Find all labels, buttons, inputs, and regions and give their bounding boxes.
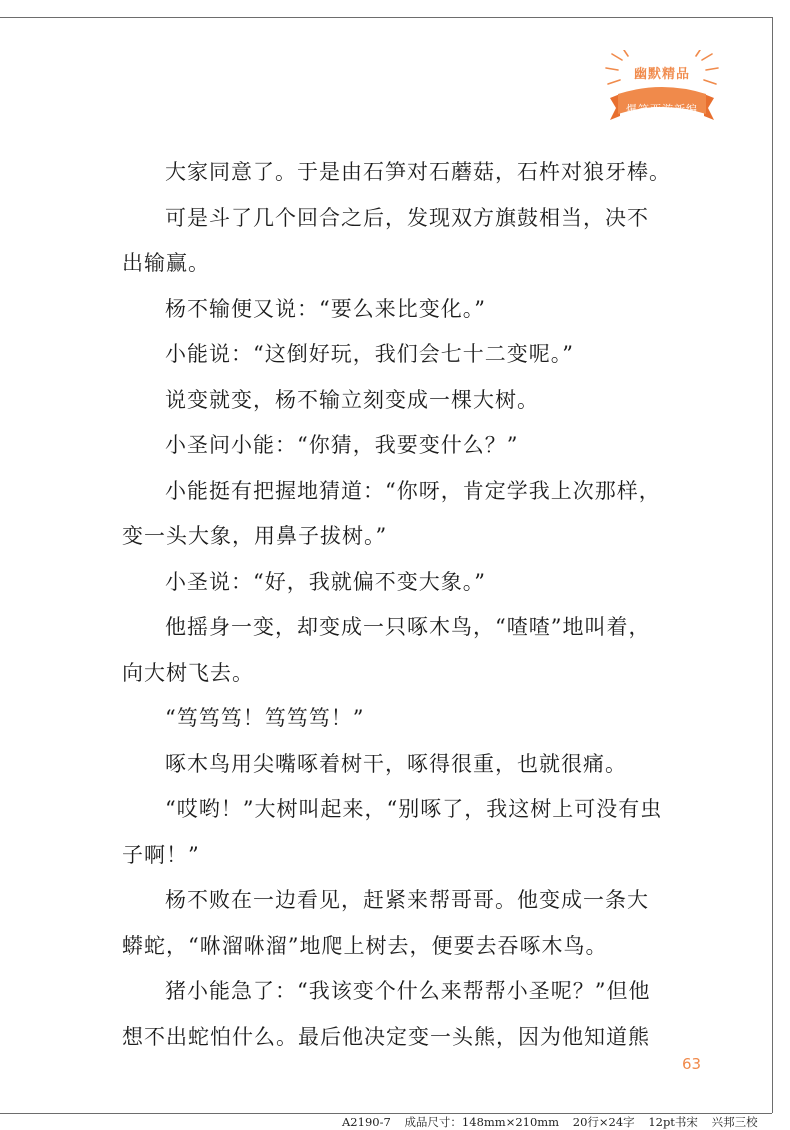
badge-subtitle: 爆笑西游新编	[626, 103, 698, 116]
crop-mark-right	[772, 17, 773, 1113]
crop-mark-top	[0, 17, 772, 18]
page-number: 63	[682, 1055, 702, 1073]
badge-title: 幽默精品	[633, 67, 690, 82]
text-line: 杨不败在一边看见，赶紧来帮哥哥。他变成一条大	[165, 888, 649, 912]
print-font: 12pt书宋	[648, 1115, 698, 1129]
paragraph	[122, 469, 672, 560]
paragraph	[122, 969, 672, 1060]
text-line: 想不出蛇怕什么。最后他决定变一头熊，因为他知道熊	[122, 1024, 650, 1049]
paragraph	[122, 878, 672, 969]
text-line: 小圣说：“好，我就偏不变大象。”	[165, 569, 486, 594]
text-line: 小能说：“这倒好玩，我们会七十二变呢。”	[165, 342, 574, 366]
text-line: “哎哟！”大树叫起来，“别啄了，我这树上可没有虫	[165, 797, 663, 821]
print-code: A2190-7	[342, 1115, 391, 1129]
paragraph	[122, 196, 672, 287]
text-line: 蟒蛇，“咻溜咻溜”地爬上树去，便要去吞啄木鸟。	[122, 933, 608, 958]
paragraph	[122, 787, 672, 878]
text-line: 向大树飞去。	[122, 660, 254, 685]
text-line: 小能挺有把握地猜道：“你呀，肯定学我上次那样，	[165, 478, 661, 503]
text-line: 小圣问小能：“你猜，我要变什么？”	[165, 433, 519, 457]
print-size: 成品尺寸：148mm×210mm	[404, 1115, 560, 1129]
text-line: 出输赢。	[122, 251, 210, 275]
text-line: 子啊！”	[122, 842, 200, 867]
print-proof: 兴邦三校	[711, 1115, 758, 1129]
text-line: 说变就变，杨不输立刻变成一棵大树。	[165, 387, 539, 412]
paragraph	[122, 423, 672, 469]
text-line: 大家同意了。于是由石笋对石蘑菇，石杵对狼牙棒。	[165, 160, 671, 184]
text-line: 猪小能急了：“我该变个什么来帮帮小圣呢？”但他	[165, 979, 651, 1003]
print-layout: 20行×24字	[572, 1115, 635, 1129]
text-line: 变一头大象，用鼻子拔树。”	[122, 524, 388, 548]
paragraph	[122, 287, 672, 333]
print-slug	[342, 1114, 768, 1130]
series-badge	[604, 50, 720, 124]
paragraph	[122, 560, 672, 606]
paragraph	[122, 742, 672, 788]
text-line: 啄木鸟用尖嘴啄着树干，啄得很重，也就很痛。	[165, 751, 627, 776]
paragraph	[122, 332, 672, 378]
paragraph	[122, 605, 672, 696]
text-line: “笃笃笃！笃笃笃！”	[165, 706, 365, 730]
text-line: 可是斗了几个回合之后，发现双方旗鼓相当，决不	[165, 205, 649, 230]
paragraph	[122, 696, 672, 742]
paragraph	[122, 378, 672, 424]
paragraph	[122, 150, 672, 196]
story-text	[122, 150, 672, 1060]
text-line: 他摇身一变，却变成一只啄木鸟，“喳喳”地叫着，	[165, 615, 651, 639]
text-line: 杨不输便又说：“要么来比变化。”	[165, 296, 486, 321]
